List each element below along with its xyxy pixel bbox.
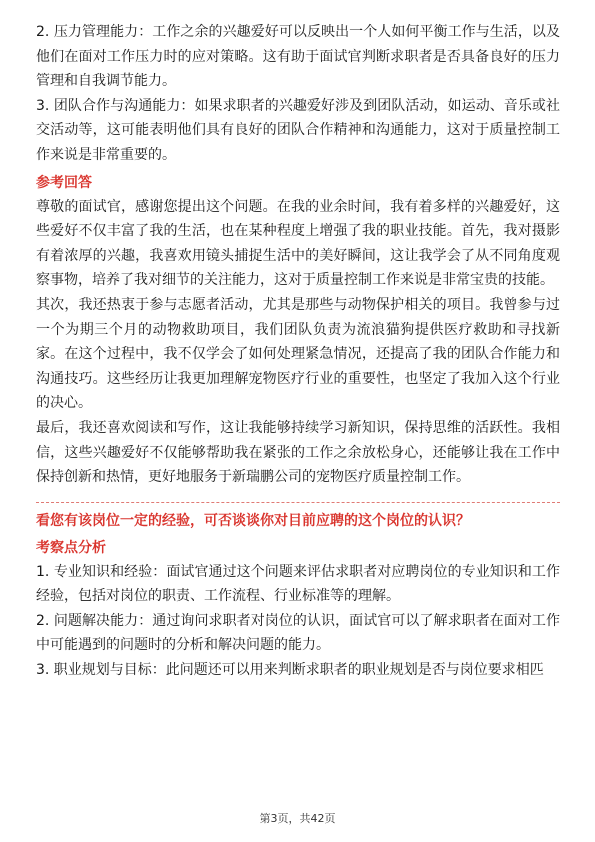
answer-heading: 参考回答 bbox=[36, 174, 92, 191]
question-title: 看您有该岗位一定的经验，可否谈谈你对目前应聘的这个岗位的认识？ bbox=[36, 512, 470, 529]
page-footer: 第3页，共42页 bbox=[259, 812, 336, 825]
analysis-point-2: 2. 问题解决能力：通过询问求职者对岗位的认识，面试官可以了解求职者在面对工作中可能遇到的问题时的分析和解决问题的能力。 bbox=[36, 612, 560, 654]
analysis-point-3: 3. 职业规划与目标：此问题还可以用来判断求职者的职业规划是否与岗位要求相匹 bbox=[36, 662, 544, 679]
analysis-heading: 考察点分析 bbox=[36, 539, 106, 556]
prev-point-2: 2. 压力管理能力：工作之余的兴趣爱好可以反映出一个人如何平衡工作与生活，以及他们在面对工作压力时的应对策略。这有助于面试官判断求职者是否具备良好的压力管理和自我调节能力。 bbox=[36, 24, 560, 90]
answer-paragraph-1: 尊敬的面试官，感谢您提出这个问题。在我的业余时间，我有着多样的兴趣爱好，这些爱好不仅丰富了我的生活，也在某种程度上增强了我的职业技能。首先，我对摄影有着浓厚的兴趣，我喜欢用镜头捕捉生活中的美好瞬间，这让我学会了从不同角度观察事物，培养了我对细节的关注能力，这对于质量控制工作来说是非常宝贵的技能。 bbox=[36, 198, 560, 289]
answer-paragraph-2: 其次，我还热衷于参与志愿者活动，尤其是那些与动物保护相关的项目。我曾参与过一个为期三个月的动物救助项目，我们团队负责为流浪猫狗提供医疗救助和寻找新家。在这个过程中，我不仅学会了如何处理紧急情况，还提高了我的团队合作能力和沟通技巧。这些经历让我更加理解宠物医疗行业的重要性，也坚定了我加入这个行业的决心。 bbox=[36, 296, 560, 412]
document-page bbox=[36, 20, 560, 683]
section-divider bbox=[36, 502, 560, 503]
prev-point-3: 3. 团队合作与沟通能力：如果求职者的兴趣爱好涉及到团队活动，如运动、音乐或社交活动等，这可能表明他们具有良好的团队合作精神和沟通能力，这对于质量控制工作来说是非常重要的。 bbox=[36, 97, 560, 163]
answer-paragraph-3: 最后，我还喜欢阅读和写作，这让我能够持续学习新知识，保持思维的活跃性。我相信，这些兴趣爱好不仅能够帮助我在紧张的工作之余放松身心，还能够让我在工作中保持创新和热情，更好地服务于新瑞鹏公司的宠物医疗质量控制工作。 bbox=[36, 419, 560, 486]
analysis-point-1: 1. 专业知识和经验：面试官通过这个问题来评估求职者对应聘岗位的专业知识和工作经验，包括对岗位的职责、工作流程、行业标准等的理解。 bbox=[36, 563, 560, 605]
